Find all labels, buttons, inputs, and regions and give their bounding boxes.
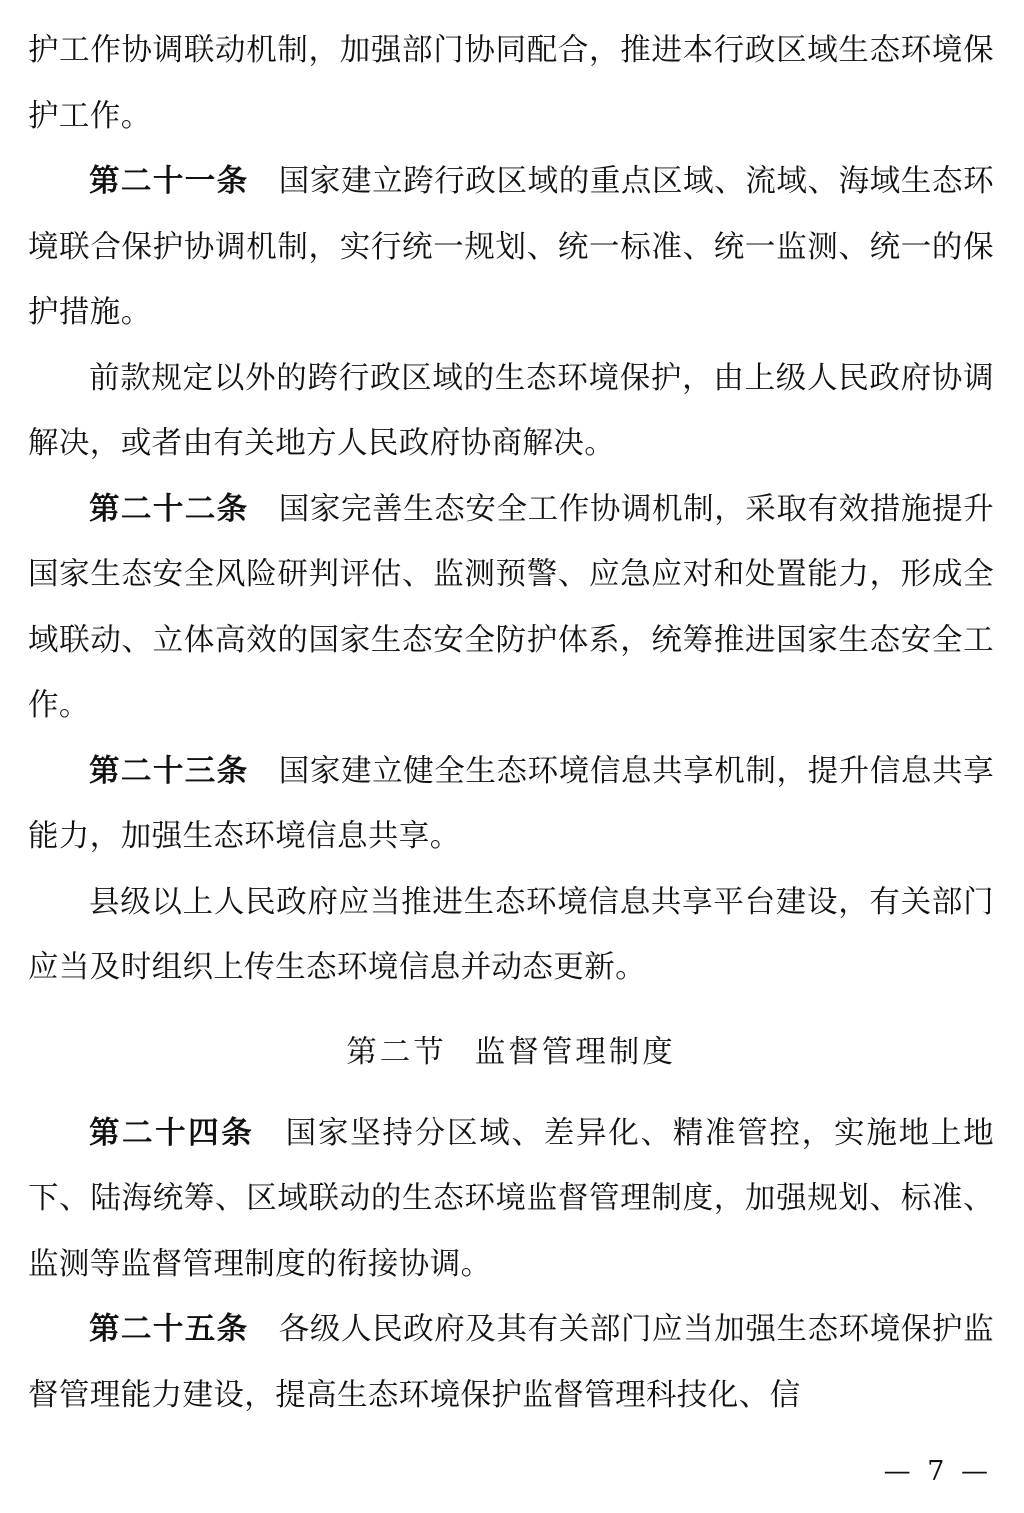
paragraph-article-22 — [28, 477, 994, 739]
paragraph-article-25 — [28, 1297, 994, 1428]
paragraph-subclause-21-2: 前款规定以外的跨行政区域的生态环境保护，由上级人民政府协调解决，或者由有关地方人民政府协商解决。 — [28, 360, 994, 461]
document-body — [28, 18, 994, 1428]
page-number: — 7 — — [883, 1456, 992, 1487]
section-heading — [28, 1023, 994, 1083]
article-number-21: 第二十一条 — [89, 163, 249, 199]
paragraph-article-21 — [28, 149, 994, 346]
article-text-21: 国家建立跨行政区域的重点区域、流域、海域生态环境联合保护协调机制，实行统一规划、统一标准、统一监测、统一的保护措施。 — [28, 164, 995, 330]
paragraph-article-23 — [28, 739, 994, 870]
article-text-25: 各级人民政府及其有关部门应当加强生态环境保护监督管理能力建设，提高生态环境保护监督管理科技化、信 — [28, 1312, 995, 1413]
article-number-22: 第二十二条 — [89, 490, 249, 527]
article-number-25: 第二十五条 — [89, 1311, 249, 1347]
section-title: 监督管理制度 — [474, 1034, 676, 1070]
paragraph-subclause-23-2: 县级以上人民政府应当推进生态环境信息共享平台建设，有关部门应当及时组织上传生态环境信息并动态更新。 — [28, 884, 994, 985]
article-number-24: 第二十四条 — [89, 1114, 255, 1151]
paragraph-article-24 — [28, 1101, 994, 1298]
article-text-24: 国家坚持分区域、差异化、精准管控，实施地上地下、陆海统筹、区域联动的生态环境监督管理制度，加强规划、标准、监测等监督管理制度的衔接协调。 — [28, 1115, 994, 1282]
article-text-22: 国家完善生态安全工作协调机制，采取有效措施提升国家生态安全风险研判评估、监测预警、应急应对和处置能力，形成全域联动、立体高效的国家生态安全防护体系，统筹推进国家生态安全工作。 — [28, 491, 995, 723]
article-number-23: 第二十三条 — [89, 752, 249, 789]
article-text-23: 国家建立健全生态环境信息共享机制，提升信息共享能力，加强生态环境信息共享。 — [28, 753, 995, 854]
paragraph-continuation: 护工作协调联动机制，加强部门协同配合，推进本行政区域生态环境保护工作。 — [28, 33, 994, 134]
section-number: 第二节 — [346, 1034, 447, 1070]
